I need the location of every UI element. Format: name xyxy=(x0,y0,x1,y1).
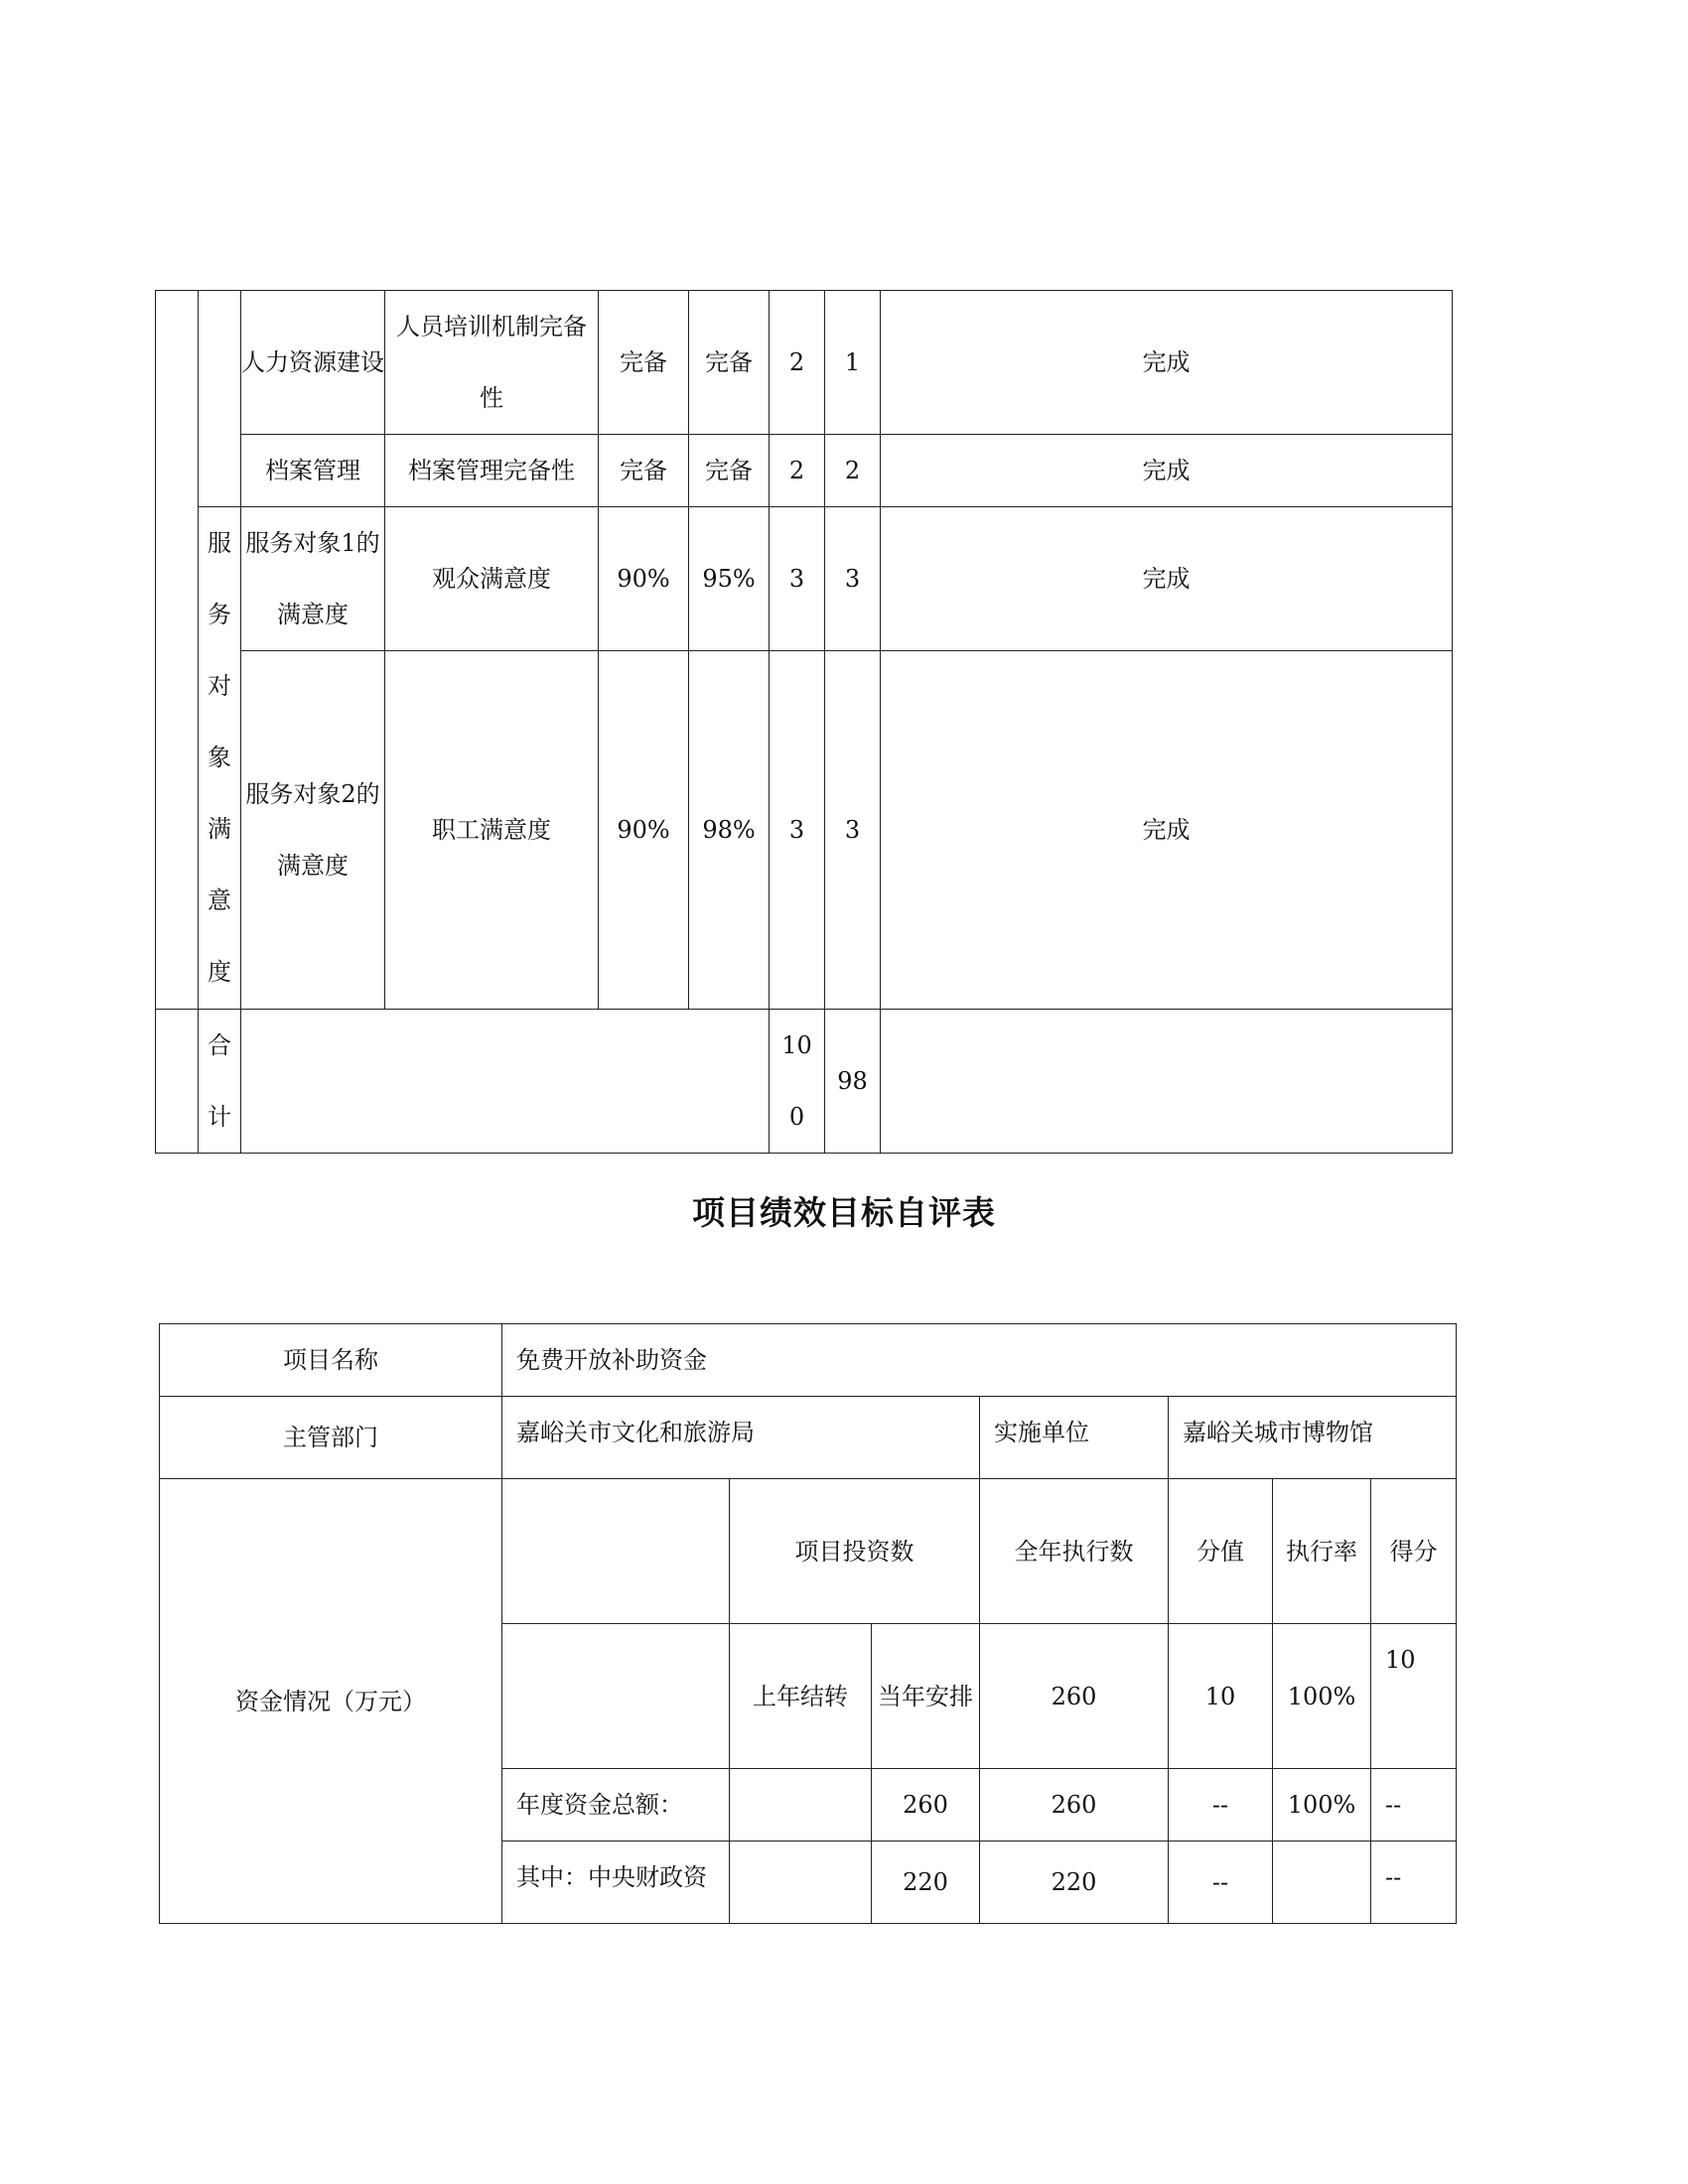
satisfaction-label: 服务对象满意度 xyxy=(199,507,241,1010)
header-blank-cell xyxy=(502,1479,730,1624)
total-span-cell xyxy=(241,1010,770,1154)
sat1-note: 完成 xyxy=(881,507,1453,651)
sat2-actual: 98% xyxy=(689,651,770,1010)
archive-weight: 2 xyxy=(770,435,825,507)
row-total-prev xyxy=(730,1769,872,1842)
archive-note: 完成 xyxy=(881,435,1453,507)
sat2-score: 3 xyxy=(825,651,881,1010)
sat1-weight: 3 xyxy=(770,507,825,651)
sat2-category: 服务对象2的满意度 xyxy=(241,651,385,1010)
row-central-rate xyxy=(1273,1842,1371,1924)
archive-target: 完备 xyxy=(599,435,689,507)
row-central-curr: 220 xyxy=(872,1842,980,1924)
row-blank-got: 10 xyxy=(1371,1624,1457,1769)
row-total-label: 年度资金总额： xyxy=(502,1769,730,1842)
project-name-label: 项目名称 xyxy=(160,1324,502,1397)
sat2-note: 完成 xyxy=(881,651,1453,1010)
row-central-prev xyxy=(730,1842,872,1924)
row-central-exec: 220 xyxy=(980,1842,1169,1924)
page-title: 项目绩效目标自评表 xyxy=(692,1193,996,1232)
row-total-exec: 260 xyxy=(980,1769,1169,1842)
sub-blank-cell xyxy=(502,1624,730,1769)
hr-indicator: 人员培训机制完备性 xyxy=(385,291,599,435)
row-total-curr: 260 xyxy=(872,1769,980,1842)
sat2-target: 90% xyxy=(599,651,689,1010)
header-got: 得分 xyxy=(1371,1479,1457,1624)
row-central-got: -- xyxy=(1371,1842,1457,1924)
hr-score: 1 xyxy=(825,291,881,435)
row-total-rate: 100% xyxy=(1273,1769,1371,1842)
sat1-indicator: 观众满意度 xyxy=(385,507,599,651)
dept-label: 主管部门 xyxy=(160,1397,502,1479)
archive-score: 2 xyxy=(825,435,881,507)
hr-category: 人力资源建设 xyxy=(241,291,385,435)
sat1-actual: 95% xyxy=(689,507,770,651)
impl-label: 实施单位 xyxy=(980,1397,1169,1479)
project-name-value: 免费开放补助资金 xyxy=(502,1324,1457,1397)
total-blank-cell xyxy=(156,1010,199,1154)
total-score: 98 xyxy=(825,1010,881,1154)
row-blank-exec: 260 xyxy=(980,1624,1169,1769)
sub-curr: 当年安排 xyxy=(872,1624,980,1769)
project-self-evaluation-table xyxy=(159,1323,1457,1924)
total-note-cell xyxy=(881,1010,1453,1154)
hr-target: 完备 xyxy=(599,291,689,435)
level1-category-cell xyxy=(156,291,199,1010)
sat1-target: 90% xyxy=(599,507,689,651)
hr-actual: 完备 xyxy=(689,291,770,435)
level2-category-cell xyxy=(199,291,241,507)
row-total-got: -- xyxy=(1371,1769,1457,1842)
header-value: 分值 xyxy=(1169,1479,1273,1624)
funds-label: 资金情况（万元） xyxy=(160,1479,502,1924)
sat1-category: 服务对象1的满意度 xyxy=(241,507,385,651)
sat1-score: 3 xyxy=(825,507,881,651)
total-weight: 100 xyxy=(770,1010,825,1154)
row-central-value: -- xyxy=(1169,1842,1273,1924)
header-exec: 全年执行数 xyxy=(980,1479,1169,1624)
sat2-indicator: 职工满意度 xyxy=(385,651,599,1010)
row-blank-value: 10 xyxy=(1169,1624,1273,1769)
header-invest: 项目投资数 xyxy=(730,1479,980,1624)
impl-value: 嘉峪关城市博物馆 xyxy=(1169,1397,1457,1479)
sat2-weight: 3 xyxy=(770,651,825,1010)
sub-prev: 上年结转 xyxy=(730,1624,872,1769)
row-total-value: -- xyxy=(1169,1769,1273,1842)
archive-indicator: 档案管理完备性 xyxy=(385,435,599,507)
hr-note: 完成 xyxy=(881,291,1453,435)
archive-actual: 完备 xyxy=(689,435,770,507)
total-label: 合计 xyxy=(199,1010,241,1154)
row-blank-rate: 100% xyxy=(1273,1624,1371,1769)
archive-category: 档案管理 xyxy=(241,435,385,507)
header-rate: 执行率 xyxy=(1273,1479,1371,1624)
performance-indicator-table xyxy=(155,290,1453,1154)
hr-weight: 2 xyxy=(770,291,825,435)
dept-value: 嘉峪关市文化和旅游局 xyxy=(502,1397,980,1479)
row-central-label: 其中：中央财政资 xyxy=(502,1842,730,1924)
